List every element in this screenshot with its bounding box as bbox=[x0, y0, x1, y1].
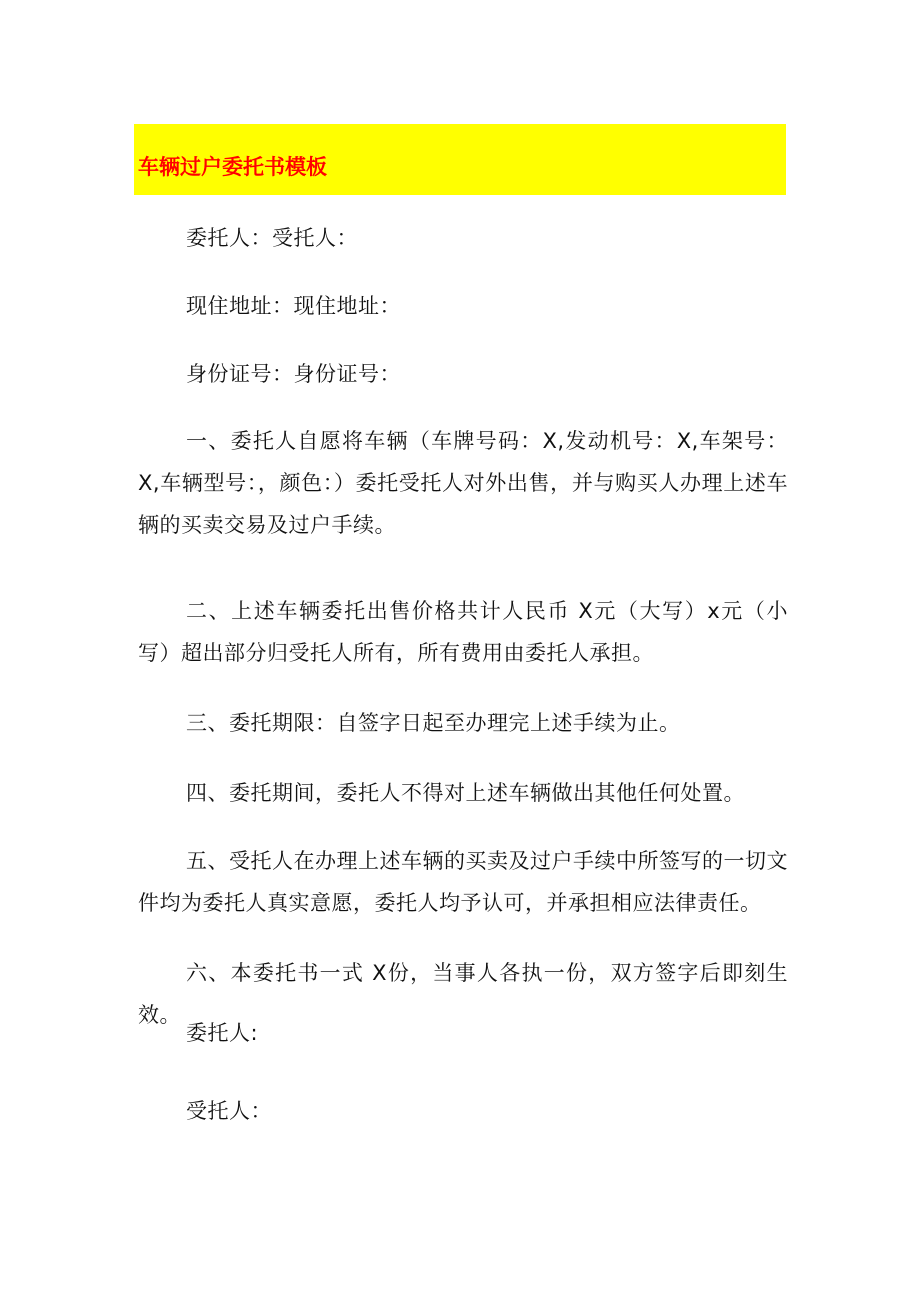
id-number-line bbox=[138, 353, 788, 395]
clause-text: 一、委托人自愿将车辆（车牌号码：X,发动机号：X,车架号：X,车辆型号：，颜色：）委托受托人对外出售，并与购买人办理上述车辆的买卖交易及过户手续。 bbox=[138, 429, 788, 537]
clause-text: 五、受托人在办理上述车辆的买卖及过户手续中所签写的一切文件均为委托人真实意愿，委托人均予认可，并承担相应法律责任。 bbox=[138, 849, 788, 915]
clause-text: 四、委托期间，委托人不得对上述车辆做出其他任何处置。 bbox=[186, 781, 745, 805]
clause-3 bbox=[138, 702, 788, 744]
clause-text: 三、委托期限：自签字日起至办理完上述手续为止。 bbox=[186, 711, 681, 735]
clause-text: 二、上述车辆委托出售价格共计人民币 X元（大写）x元（小写）超出部分归受托人所有，所有费用由委托人承担。 bbox=[138, 599, 788, 665]
clause-1 bbox=[138, 420, 788, 546]
id-number-text: 身份证号：身份证号： bbox=[186, 362, 401, 386]
clause-2 bbox=[138, 590, 788, 674]
clause-text: 六、本委托书一式 X份，当事人各执一份，双方签字后即刻生效。 bbox=[138, 961, 788, 1027]
document-title: 车辆过户委托书模板 bbox=[138, 155, 327, 179]
principal-agent-line bbox=[138, 217, 788, 259]
principal-agent-text: 委托人：受托人： bbox=[186, 226, 358, 250]
signature-principal-label: 委托人: bbox=[186, 1021, 259, 1045]
clause-5 bbox=[138, 840, 788, 924]
signature-principal bbox=[138, 1012, 788, 1054]
address-text: 现住地址：现住地址： bbox=[186, 294, 401, 318]
address-line bbox=[138, 285, 788, 327]
signature-agent bbox=[138, 1090, 788, 1132]
clause-4 bbox=[138, 772, 788, 814]
title-highlight bbox=[134, 124, 786, 195]
signature-agent-label: 受托人： bbox=[186, 1099, 272, 1123]
